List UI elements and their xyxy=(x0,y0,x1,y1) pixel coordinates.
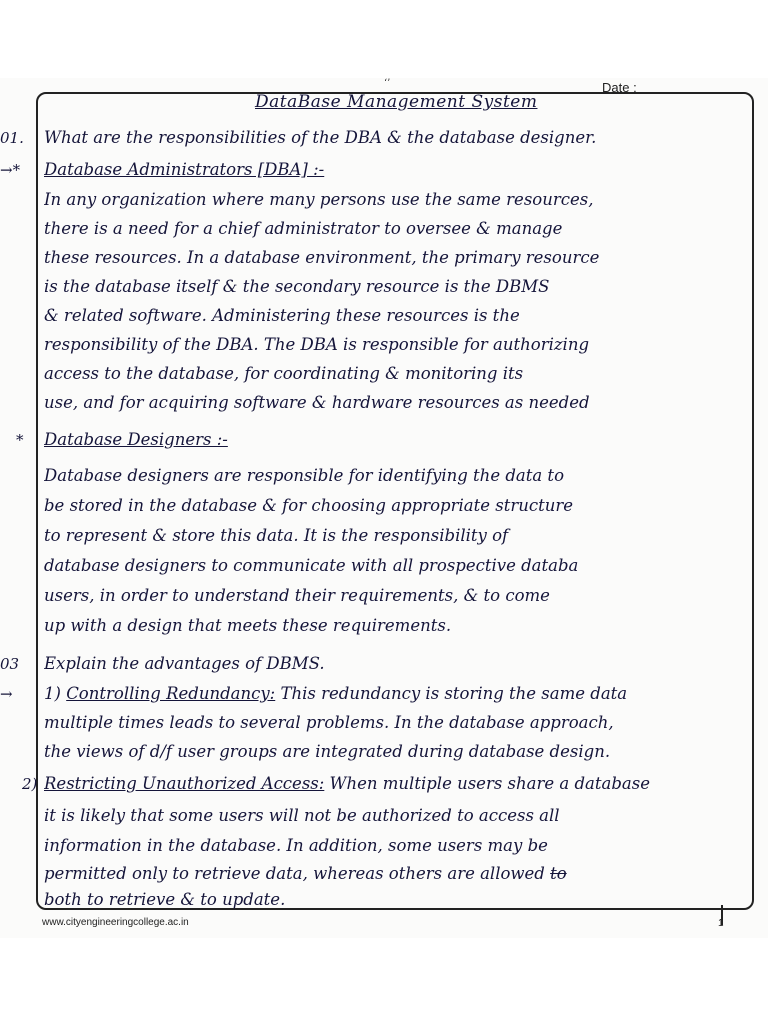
designers-line: to represent & store this data. It is the responsibility of xyxy=(44,526,509,545)
adv2-last-line: both to retrieve & to update. xyxy=(44,890,286,909)
designers-marker: * xyxy=(16,431,24,449)
designers-line: be stored in the database & for choosing appropriate structure xyxy=(44,496,573,515)
adv2-first-line xyxy=(44,774,760,794)
q3-number: 03 xyxy=(0,655,20,673)
adv1-text: This redundancy is storing the same data xyxy=(275,684,628,703)
dba-line: In any organization where many persons use the same resources, xyxy=(44,190,594,209)
designers-line: users, in order to understand their requirements, & to come xyxy=(44,586,550,605)
adv2-line: it is likely that some users will not be authorized to access all xyxy=(44,806,560,825)
adv2-line: information in the database. In addition, some users may be xyxy=(44,836,548,855)
dba-line: & related software. Administering these resources is the xyxy=(44,306,520,325)
page-title: DataBase Management System xyxy=(255,92,538,112)
adv1-line: the views of d/f user groups are integrated during database design. xyxy=(44,742,611,761)
adv2-line: permitted only to retrieve data, whereas others are allowed xyxy=(44,864,545,883)
top-mark: ‘’ xyxy=(384,78,391,89)
designers-line: Database designers are responsible for identifying the data to xyxy=(44,466,564,485)
date-label: Date : xyxy=(602,80,637,95)
designers-line: database designers to communicate with all prospective databa xyxy=(44,556,579,575)
dba-line: is the database itself & the secondary resource is the DBMS xyxy=(44,277,550,296)
q1-question: What are the responsibilities of the DBA & the database designer. xyxy=(44,128,597,147)
adv1-marker: → xyxy=(0,685,13,703)
adv2-number: 2) xyxy=(22,775,38,793)
dba-line: there is a need for a chief administrator to oversee & manage xyxy=(44,219,563,238)
adv2-line-with-strike xyxy=(44,864,760,884)
q1-number: 01. xyxy=(0,129,24,147)
q3-question: Explain the advantages of DBMS. xyxy=(44,654,325,673)
struck-word: to xyxy=(550,864,567,883)
footer-url: www.cityengineeringcollege.ac.in xyxy=(42,917,189,928)
page-number: 1 xyxy=(718,918,724,929)
dba-line: use, and for acquiring software & hardware resources as needed xyxy=(44,393,590,412)
adv1-number: 1) xyxy=(44,684,61,703)
dba-line: responsibility of the DBA. The DBA is responsible for authorizing xyxy=(44,335,590,354)
dba-marker: →* xyxy=(0,161,21,179)
adv1-line: multiple times leads to several problems. In the database approach, xyxy=(44,713,614,732)
adv2-heading: Restricting Unauthorized Access: xyxy=(44,774,325,793)
adv1-first-line xyxy=(44,684,760,704)
designers-line: up with a design that meets these requirements. xyxy=(44,616,452,635)
dba-line: access to the database, for coordinating & monitoring its xyxy=(44,364,524,383)
dba-heading: Database Administrators [DBA] :- xyxy=(44,160,325,179)
adv2-text: When multiple users share a database xyxy=(324,774,650,793)
dba-line: these resources. In a database environment, the primary resource xyxy=(44,248,600,267)
adv1-heading: Controlling Redundancy: xyxy=(66,684,276,703)
designers-heading: Database Designers :- xyxy=(44,430,228,449)
